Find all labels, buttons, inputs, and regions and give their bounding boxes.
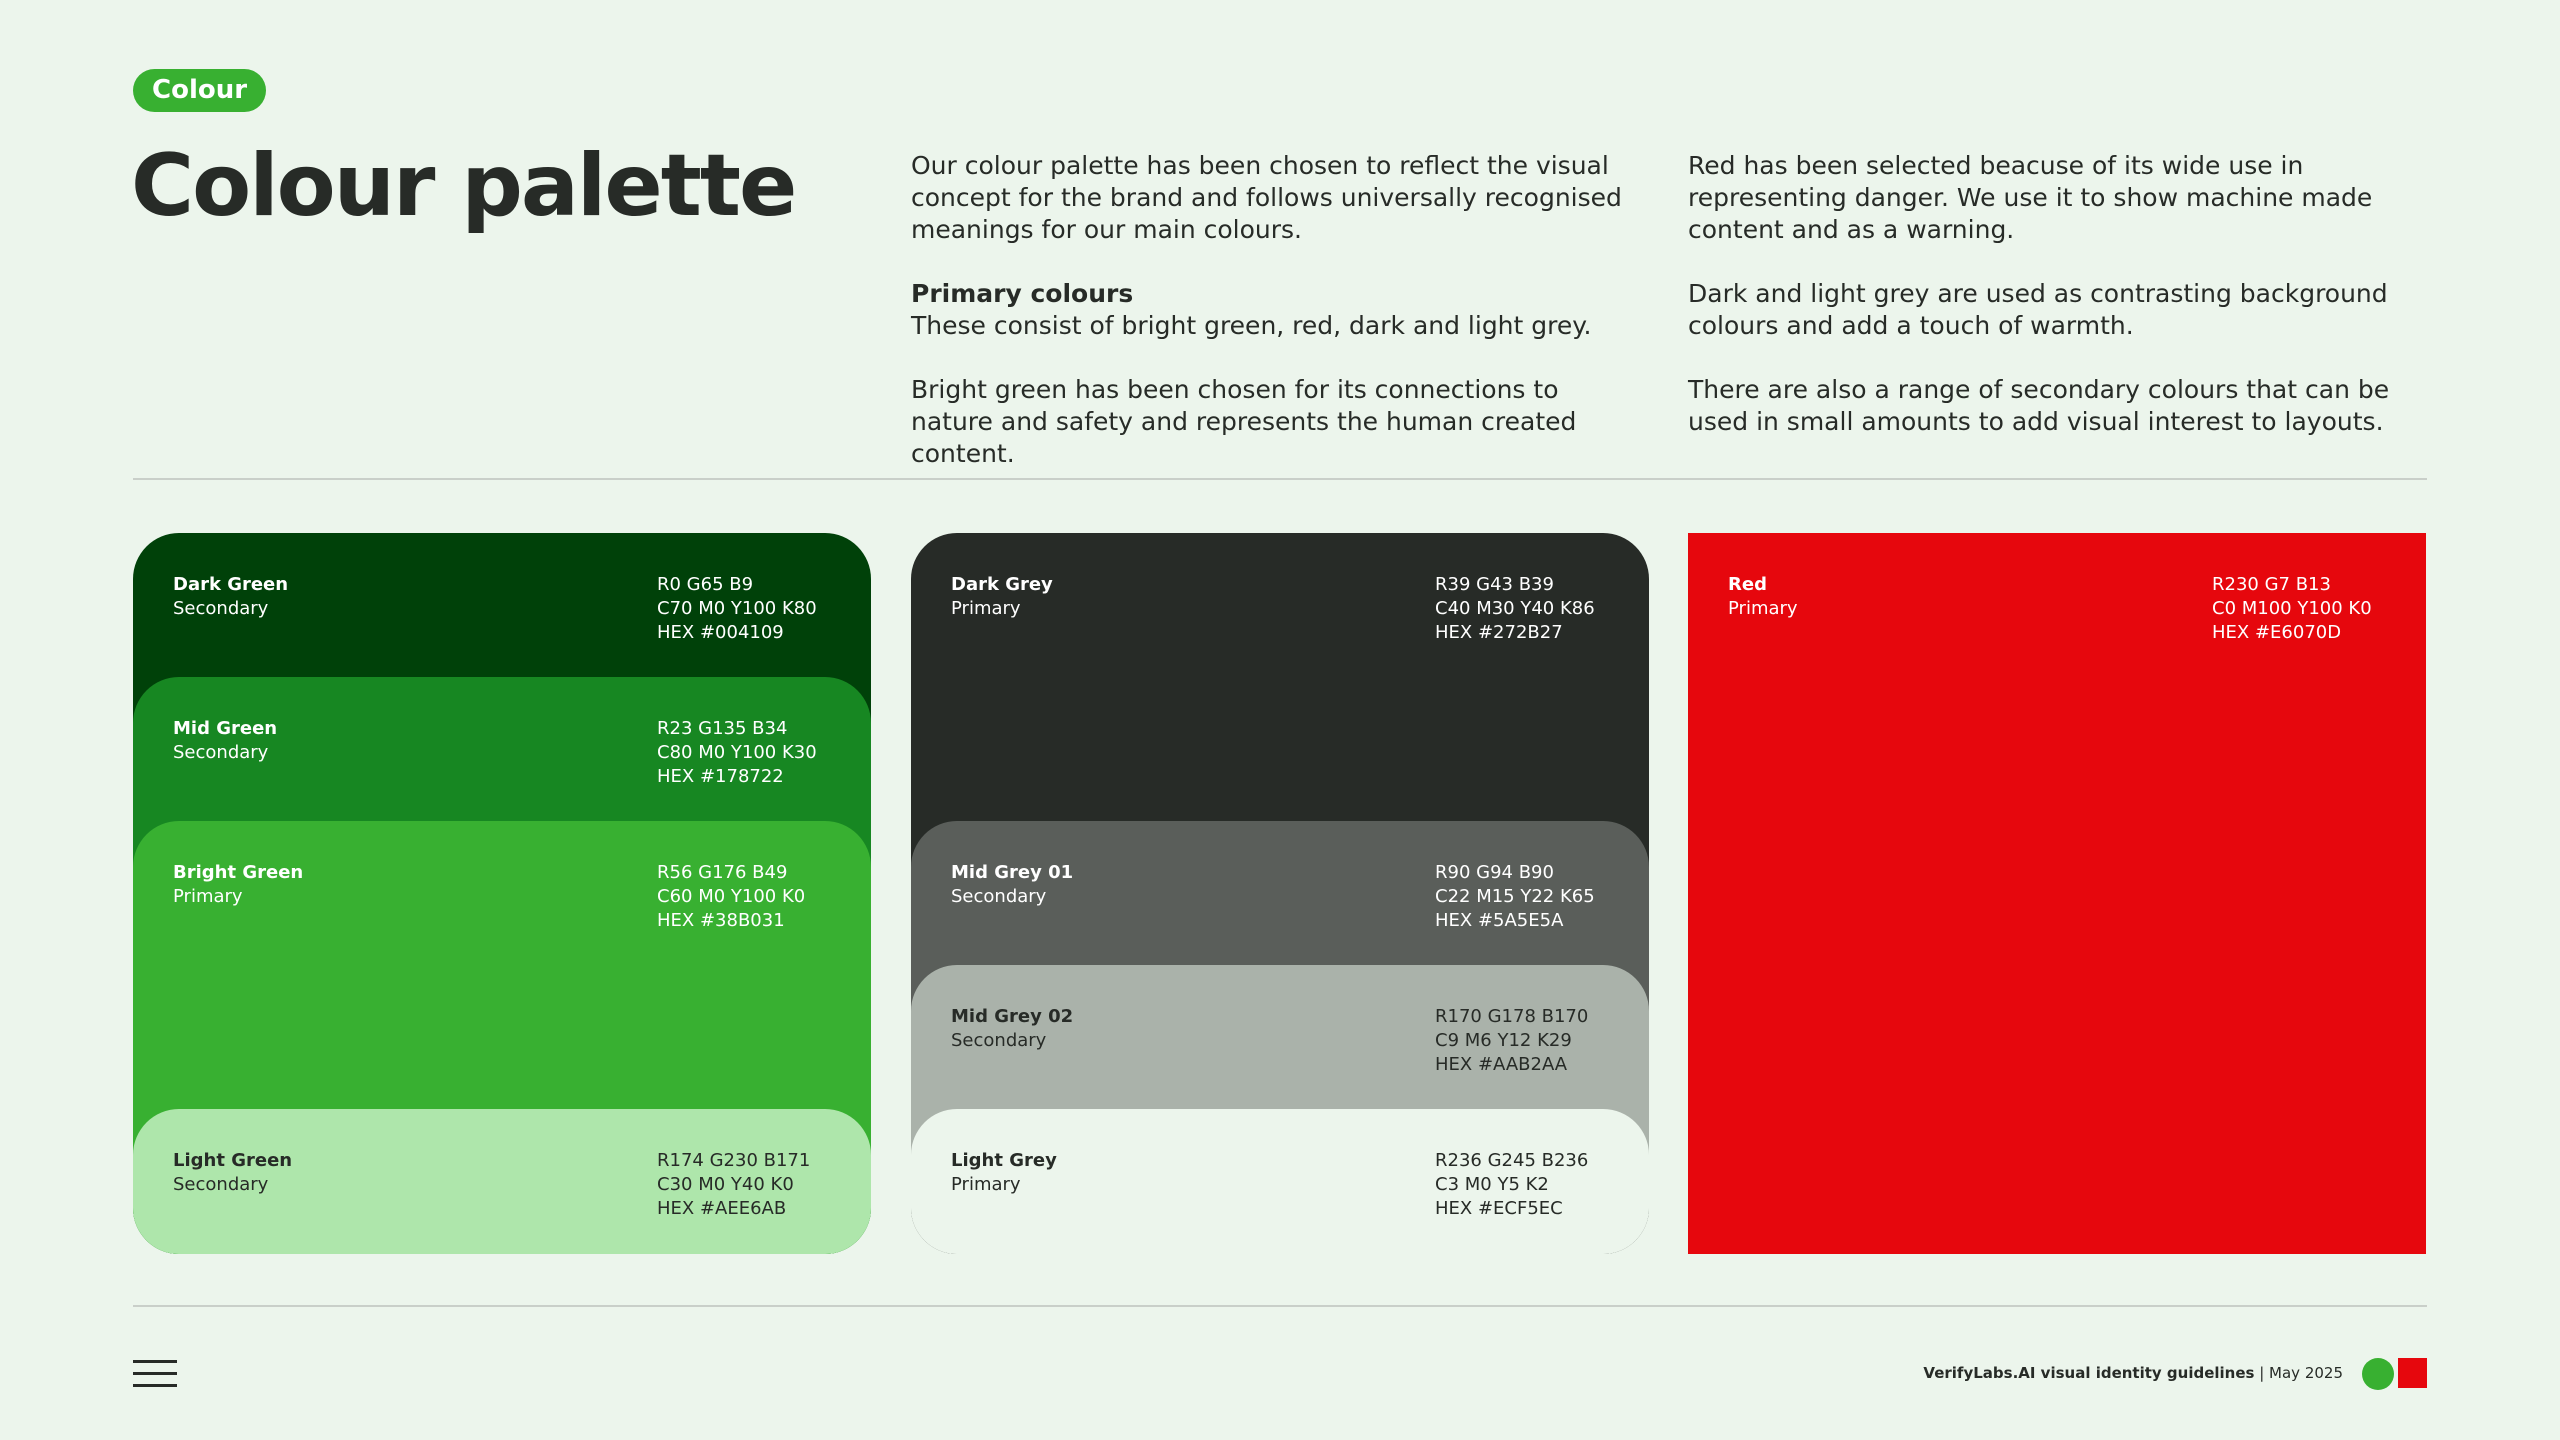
swatch-label [173, 717, 277, 765]
swatch-values [1435, 1149, 1588, 1221]
swatch-cmyk-value: C22 M15 Y22 K65 [1435, 886, 1595, 907]
swatch-name: Mid Grey 01 [951, 862, 1074, 883]
swatch-cmyk-value: C40 M30 Y40 K86 [1435, 598, 1595, 619]
footer-credit [1923, 1364, 2343, 1382]
swatch-rgb-value: R90 G94 B90 [1435, 862, 1554, 883]
grey-palette-panel [911, 533, 1649, 1254]
swatch-name: Red [1728, 574, 1767, 595]
swatch-rgb-value: R230 G7 B13 [2212, 574, 2331, 595]
swatch-hex-value: HEX #E6070D [2212, 622, 2342, 643]
divider [133, 478, 2427, 480]
swatch-role: Primary [173, 886, 243, 907]
swatch-hex-value: HEX #004109 [657, 622, 784, 643]
swatch-label [951, 1149, 1057, 1197]
swatch-name: Light Green [173, 1150, 293, 1171]
swatch-hex-value: HEX #AAB2AA [1435, 1054, 1568, 1075]
swatch-role: Primary [1728, 598, 1798, 619]
swatch-label [951, 1005, 1073, 1053]
swatch-rgb-value: R23 G135 B34 [657, 718, 788, 739]
intro-paragraph: Red has been selected beacuse of its wide use in representing danger. We use it to show machine made content and as a warning. [1688, 151, 2373, 244]
colour-swatch [133, 1109, 871, 1254]
swatch-hex-value: HEX #178722 [657, 766, 784, 787]
swatch-cmyk-value: C70 M0 Y100 K80 [657, 598, 817, 619]
swatch-rgb-value: R0 G65 B9 [657, 574, 754, 595]
swatch-label [173, 1149, 292, 1197]
page-title: Colour palette [131, 136, 796, 236]
swatch-values [657, 573, 817, 645]
swatch-name: Bright Green [173, 862, 304, 883]
swatch-rgb-value: R170 G178 B170 [1435, 1006, 1589, 1027]
swatch-role: Primary [951, 1174, 1021, 1195]
intro-paragraph: There are also a range of secondary colours that can be used in small amounts to add visual interest to layouts. [1688, 375, 2390, 436]
swatch-values [657, 717, 817, 789]
swatch-role: Secondary [173, 598, 269, 619]
swatch-name: Mid Grey 02 [951, 1006, 1074, 1027]
swatch-rgb-value: R39 G43 B39 [1435, 574, 1554, 595]
swatch-name: Dark Green [173, 574, 289, 595]
red-palette-panel [1688, 533, 2426, 1254]
swatch-cmyk-value: C80 M0 Y100 K30 [657, 742, 817, 763]
swatch-cmyk-value: C60 M0 Y100 K0 [657, 886, 806, 907]
swatch-cmyk-value: C9 M6 Y12 K29 [1435, 1030, 1572, 1051]
swatch-role: Primary [951, 598, 1021, 619]
swatch-name: Dark Grey [951, 574, 1053, 595]
intro-column-1 [911, 150, 1641, 502]
swatch-values [1435, 573, 1595, 645]
brand-square-icon [2398, 1358, 2427, 1388]
swatch-role: Secondary [173, 1174, 269, 1195]
hamburger-menu-icon[interactable] [133, 1360, 177, 1388]
primary-colours-block [911, 278, 1641, 342]
footer-brand: VerifyLabs.AI visual identity guidelines [1923, 1364, 2255, 1382]
swatch-values [2212, 573, 2372, 645]
primary-colours-heading: Primary colours [911, 279, 1134, 308]
swatch-label [951, 861, 1073, 909]
swatch-values [657, 1149, 810, 1221]
swatch-role: Secondary [173, 742, 269, 763]
intro-column-2 [1688, 150, 2418, 470]
section-tag: Colour [133, 69, 266, 112]
swatch-role: Secondary [951, 1030, 1047, 1051]
swatch-label [951, 573, 1053, 621]
swatch-role: Secondary [951, 886, 1047, 907]
swatch-cmyk-value: C30 M0 Y40 K0 [657, 1174, 794, 1195]
swatch-cmyk-value: C3 M0 Y5 K2 [1435, 1174, 1549, 1195]
swatch-hex-value: HEX #5A5E5A [1435, 910, 1564, 931]
swatch-hex-value: HEX #272B27 [1435, 622, 1563, 643]
swatch-rgb-value: R56 G176 B49 [657, 862, 788, 883]
swatch-hex-value: HEX #AEE6AB [657, 1198, 787, 1219]
swatch-rgb-value: R236 G245 B236 [1435, 1150, 1589, 1171]
intro-paragraph: Dark and light grey are used as contrasting background colours and add a touch of warmth. [1688, 279, 2388, 340]
swatch-rgb-value: R174 G230 B171 [657, 1150, 811, 1171]
swatch-name: Mid Green [173, 718, 278, 739]
green-palette-panel [133, 533, 871, 1254]
swatch-values [1435, 861, 1595, 933]
swatch-label [173, 573, 288, 621]
swatch-values [657, 861, 805, 933]
swatch-name: Light Grey [951, 1150, 1057, 1171]
brand-circle-icon [2362, 1358, 2394, 1390]
swatch-hex-value: HEX #ECF5EC [1435, 1198, 1563, 1219]
swatch-hex-value: HEX #38B031 [657, 910, 785, 931]
swatch-values [1435, 1005, 1588, 1077]
colour-swatch [911, 1109, 1649, 1254]
intro-paragraph: Our colour palette has been chosen to reflect the visual concept for the brand and follows universally recognised meanings for our main colours. [911, 151, 1622, 244]
colour-swatch [1688, 533, 2426, 1254]
swatch-label [173, 861, 303, 909]
intro-paragraph: Bright green has been chosen for its connections to nature and safety and represents the human created content. [911, 375, 1577, 468]
swatch-cmyk-value: C0 M100 Y100 K0 [2212, 598, 2372, 619]
primary-colours-text: These consist of bright green, red, dark and light grey. [911, 311, 1592, 340]
footer-separator: | [2254, 1364, 2270, 1382]
divider [133, 1305, 2427, 1307]
swatch-label [1728, 573, 1798, 621]
footer-date: May 2025 [2269, 1364, 2343, 1382]
